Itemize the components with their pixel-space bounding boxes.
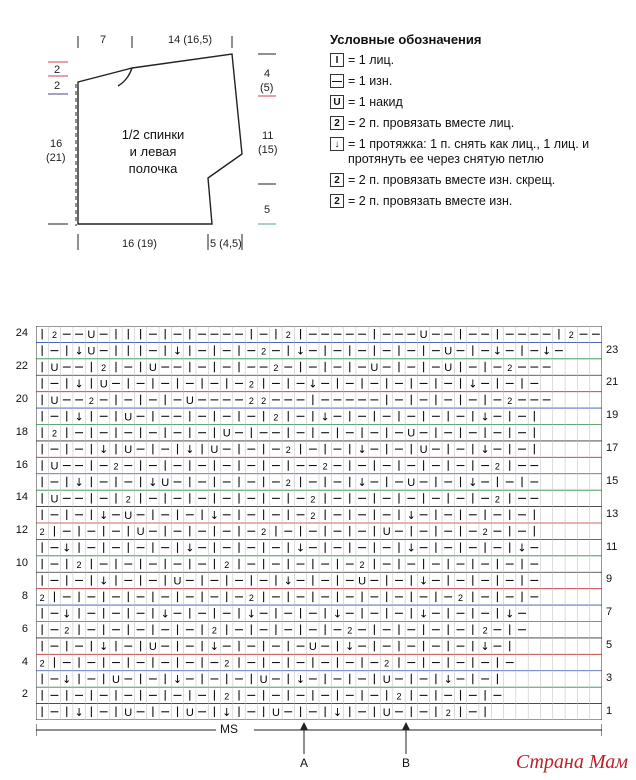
legend-item <box>330 137 620 167</box>
k2tog-icon: 2 <box>285 477 291 488</box>
ssk-icon: ↓ <box>345 640 355 654</box>
yarn-over-icon: U <box>136 526 145 539</box>
ssk-icon: ↓ <box>480 443 490 457</box>
k2tog-icon: 2 <box>310 494 316 505</box>
yarn-over-icon: U <box>222 427 231 440</box>
row-number-right: 3 <box>606 671 613 684</box>
legend-item-text: = 1 накид <box>348 95 403 109</box>
yarn-over-icon: U <box>444 362 453 375</box>
k2tog-icon: 2 <box>261 346 267 357</box>
ssk-icon: ↓ <box>295 541 306 555</box>
legend-item <box>330 194 620 209</box>
k2tog-icon: 2 <box>494 461 500 472</box>
k2tog-icon: 2 <box>285 330 291 341</box>
legend-item <box>330 53 620 68</box>
yarn-over-icon: U <box>124 509 133 522</box>
k2tog-icon: 2 <box>39 527 45 538</box>
ssk-icon: ↓ <box>480 410 490 424</box>
ssk-icon: ↓ <box>209 640 220 654</box>
k2tog-icon: 2 <box>457 592 464 603</box>
row-number-left: 10 <box>15 557 28 570</box>
yarn-over-icon: U <box>50 460 59 473</box>
yarn-over-icon: U <box>370 362 379 375</box>
yarn-over-icon: U <box>308 641 317 654</box>
k2tog-icon: 2 <box>384 658 390 669</box>
row-number-right: 23 <box>606 343 619 356</box>
yarn-over-icon: U <box>148 362 157 375</box>
row-number-left: 14 <box>15 491 28 504</box>
k2tog-icon: 2 <box>507 395 513 406</box>
dim-bottom-side: 5 (4,5) <box>210 238 242 250</box>
label-b: B <box>402 756 411 770</box>
center-label-line-3: полочка <box>128 161 178 176</box>
row-number-right: 13 <box>606 507 619 520</box>
legend-item-text: = 2 п. провязать вместе изн. скрещ. <box>348 173 556 187</box>
yarn-over-icon: U <box>185 394 194 407</box>
ssk-icon: ↓ <box>185 443 195 457</box>
yarn-over-icon: U <box>330 95 344 109</box>
dim-left-height: 16 <box>50 138 63 150</box>
ssk-icon: ↓ <box>542 344 552 358</box>
label-ms: MS <box>220 722 238 736</box>
row-number-right: 19 <box>606 409 619 422</box>
k2tog-icon: 2 <box>396 691 402 702</box>
k2tog-icon: 2 <box>273 412 279 423</box>
p2tog-tbl-icon: 2 <box>330 173 344 187</box>
row-number-right: 9 <box>606 573 613 586</box>
k2tog-icon: 2 <box>248 592 254 603</box>
ssk-icon: ↓ <box>62 672 72 686</box>
legend-item <box>330 95 620 110</box>
row-number-left: 18 <box>15 425 28 438</box>
ssk-icon: ↓ <box>283 574 293 588</box>
ssk-icon: ↓ <box>62 541 72 555</box>
k2tog-icon: 2 <box>64 625 70 636</box>
k2tog-icon: 2 <box>39 592 45 603</box>
yarn-over-icon: U <box>124 411 133 424</box>
legend-items <box>330 53 620 209</box>
k2tog-icon: 2 <box>125 494 131 505</box>
ssk-icon: ↓ <box>99 508 109 522</box>
yarn-over-icon: U <box>87 345 96 358</box>
ssk-icon: ↓ <box>332 705 343 719</box>
legend-item <box>330 74 620 89</box>
row-number-left: 22 <box>15 360 28 373</box>
ssk-icon: ↓ <box>74 475 84 489</box>
yarn-over-icon: U <box>161 476 170 489</box>
k2tog-icon: 2 <box>482 625 488 636</box>
legend <box>330 32 620 215</box>
center-label-line-2: и левая <box>129 144 177 159</box>
k2tog-icon: 2 <box>39 658 45 669</box>
garment-schematic <box>40 28 290 260</box>
yarn-over-icon: U <box>419 329 428 342</box>
ssk-icon: ↓ <box>74 344 84 358</box>
legend-item-text: = 2 п. провязать вместе изн. <box>348 194 513 208</box>
yarn-over-icon: U <box>407 476 416 489</box>
k2tog-icon: 2 <box>568 330 574 341</box>
row-number-left: 8 <box>21 589 28 602</box>
dim-right-armhole: 11 <box>262 130 274 142</box>
row-number-left: 20 <box>15 392 28 405</box>
k2tog-icon: 2 <box>347 625 353 636</box>
ssk-icon: ↓ <box>492 344 503 358</box>
ssk-icon: ↓ <box>172 672 183 686</box>
k2tog-icon: 2 <box>101 363 107 374</box>
yarn-over-icon: U <box>87 329 96 342</box>
k2tog-icon: 2 <box>261 527 267 538</box>
yarn-over-icon: U <box>382 526 391 539</box>
ssk-icon: ↓ <box>320 410 330 424</box>
ssk-icon: ↓ <box>172 344 183 358</box>
dim-right-shoulder-alt: (5) <box>260 82 274 94</box>
row-number-right: 7 <box>606 606 613 619</box>
ssk-icon: ↓ <box>222 705 232 719</box>
ssk-icon: ↓ <box>99 640 109 654</box>
ssk-icon: ↓ <box>418 607 429 621</box>
ssk-icon: ↓ <box>332 607 343 621</box>
knit-stitch-icon: I <box>330 53 344 67</box>
p2tog-icon: 2 <box>330 194 344 208</box>
ssk-icon: ↓ <box>62 607 72 621</box>
ssk-icon: ↓ <box>99 443 109 457</box>
yarn-over-icon: U <box>444 345 453 358</box>
yarn-over-icon: U <box>173 575 182 588</box>
yarn-over-icon: U <box>124 706 133 719</box>
yarn-over-icon: U <box>50 394 59 407</box>
k2tog-icon: 2 <box>224 658 230 669</box>
k2tog-icon: 2 <box>445 707 451 718</box>
yarn-over-icon: U <box>99 378 108 391</box>
k2tog-icon: 2 <box>88 395 94 406</box>
k2tog-icon: 2 <box>330 116 344 130</box>
legend-item-text: = 2 п. провязать вместе лиц. <box>348 116 515 130</box>
ssk-icon: ↓ <box>406 508 416 522</box>
ssk-icon: ↓ <box>505 607 515 621</box>
row-number-left: 6 <box>21 622 28 635</box>
yarn-over-icon: U <box>271 706 280 719</box>
k2tog-icon: 2 <box>51 330 57 341</box>
k2tog-icon: 2 <box>261 395 267 406</box>
ssk-icon: ↓ <box>418 574 429 588</box>
k2tog-icon: 2 <box>494 494 500 505</box>
yarn-over-icon: U <box>259 673 268 686</box>
ssk-icon: ↓ <box>406 541 416 555</box>
yarn-over-icon: U <box>185 706 194 719</box>
row-number-right: 11 <box>606 540 618 553</box>
ssk-icon: ↓ <box>209 508 220 522</box>
row-number-right: 21 <box>606 376 619 389</box>
ssk-icon: ↓ <box>468 475 478 489</box>
label-a: A <box>300 756 309 770</box>
ssk-icon: ↓ <box>308 377 318 391</box>
yarn-over-icon: U <box>112 673 120 686</box>
row-number-left: 24 <box>15 327 28 340</box>
dim-right-bottom: 5 <box>264 204 271 216</box>
chart-grid <box>36 326 602 720</box>
ssk-icon: ↓ <box>185 541 195 555</box>
k2tog-icon: 2 <box>322 461 328 472</box>
k2tog-icon: 2 <box>224 560 230 571</box>
yarn-over-icon: U <box>210 444 219 457</box>
k2tog-icon: 2 <box>482 527 488 538</box>
row-number-left: 16 <box>15 458 28 471</box>
dim-top-neck: 7 <box>100 34 107 46</box>
row-number-right: 15 <box>606 474 619 487</box>
yarn-over-icon: U <box>148 641 157 654</box>
ssk-icon: ↓ <box>357 475 367 489</box>
row-number-left: 12 <box>15 524 28 537</box>
ssk-icon: ↓ <box>517 541 527 555</box>
purl-stitch-icon: — <box>332 75 342 87</box>
legend-item <box>330 116 620 131</box>
yarn-over-icon: U <box>124 444 133 457</box>
row-number-right: 17 <box>606 442 619 455</box>
k2tog-icon: 2 <box>507 363 513 374</box>
ssk-icon: ↓ <box>148 475 158 489</box>
dim-right-armhole-alt: (15) <box>258 144 278 156</box>
ssk-icon: ↓ <box>295 672 306 686</box>
yarn-over-icon: U <box>50 362 59 375</box>
dim-bottom-width: 16 (19) <box>122 238 157 250</box>
row-number-left: 4 <box>21 655 28 668</box>
k2tog-icon: 2 <box>51 428 57 439</box>
ssk-icon: ↓ <box>74 410 84 424</box>
legend-item-text: = 1 изн. <box>348 74 393 88</box>
dim-top-shoulder: 14 (16,5) <box>168 34 213 46</box>
k2tog-icon: 2 <box>359 560 365 571</box>
ssk-icon: ↓ <box>99 574 109 588</box>
yarn-over-icon: U <box>50 493 59 506</box>
k2tog-icon: 2 <box>248 395 254 406</box>
ssk-icon: ↓ <box>330 137 344 151</box>
dim-left-top-b: 2 <box>54 80 61 92</box>
ssk-icon: ↓ <box>480 640 490 654</box>
ssk-icon: ↓ <box>160 607 170 621</box>
yarn-over-icon: U <box>407 427 416 440</box>
dim-left-height-alt: (21) <box>46 152 66 164</box>
ssk-icon: ↓ <box>246 607 256 621</box>
row-number-left: 2 <box>21 688 28 701</box>
yarn-over-icon: U <box>419 444 428 457</box>
k2tog-icon: 2 <box>113 461 119 472</box>
ssk-icon: ↓ <box>74 377 84 391</box>
center-label-line-1: 1/2 спинки <box>121 127 185 142</box>
yarn-over-icon: U <box>382 706 391 719</box>
legend-item <box>330 173 620 188</box>
yarn-over-icon: U <box>382 673 391 686</box>
legend-item-text: = 1 лиц. <box>348 53 395 67</box>
schematic-center-label <box>98 126 208 177</box>
ssk-icon: ↓ <box>443 672 453 686</box>
k2tog-icon: 2 <box>310 510 316 521</box>
k2tog-icon: 2 <box>285 445 291 456</box>
row-number-right: 1 <box>606 704 613 717</box>
k2tog-icon: 2 <box>248 379 254 390</box>
row-number-right: 5 <box>606 639 613 652</box>
k2tog-icon: 2 <box>76 560 82 571</box>
ssk-icon: ↓ <box>295 344 306 358</box>
watermark: Страна Мам <box>515 751 628 773</box>
k2tog-icon: 2 <box>273 363 279 374</box>
ssk-icon: ↓ <box>468 377 478 391</box>
ssk-icon: ↓ <box>74 705 84 719</box>
yarn-over-icon: U <box>358 575 367 588</box>
legend-item-text: = 1 протяжка: 1 п. снять как лиц., 1 лиц. и протянуть ее через снятую петлю <box>348 137 590 166</box>
dim-left-top-a: 2 <box>54 64 61 76</box>
dim-right-shoulder: 4 <box>264 68 271 80</box>
ssk-icon: ↓ <box>357 443 367 457</box>
k2tog-icon: 2 <box>211 625 217 636</box>
k2tog-icon: 2 <box>224 691 230 702</box>
legend-title: Условные обозначения <box>330 32 482 47</box>
